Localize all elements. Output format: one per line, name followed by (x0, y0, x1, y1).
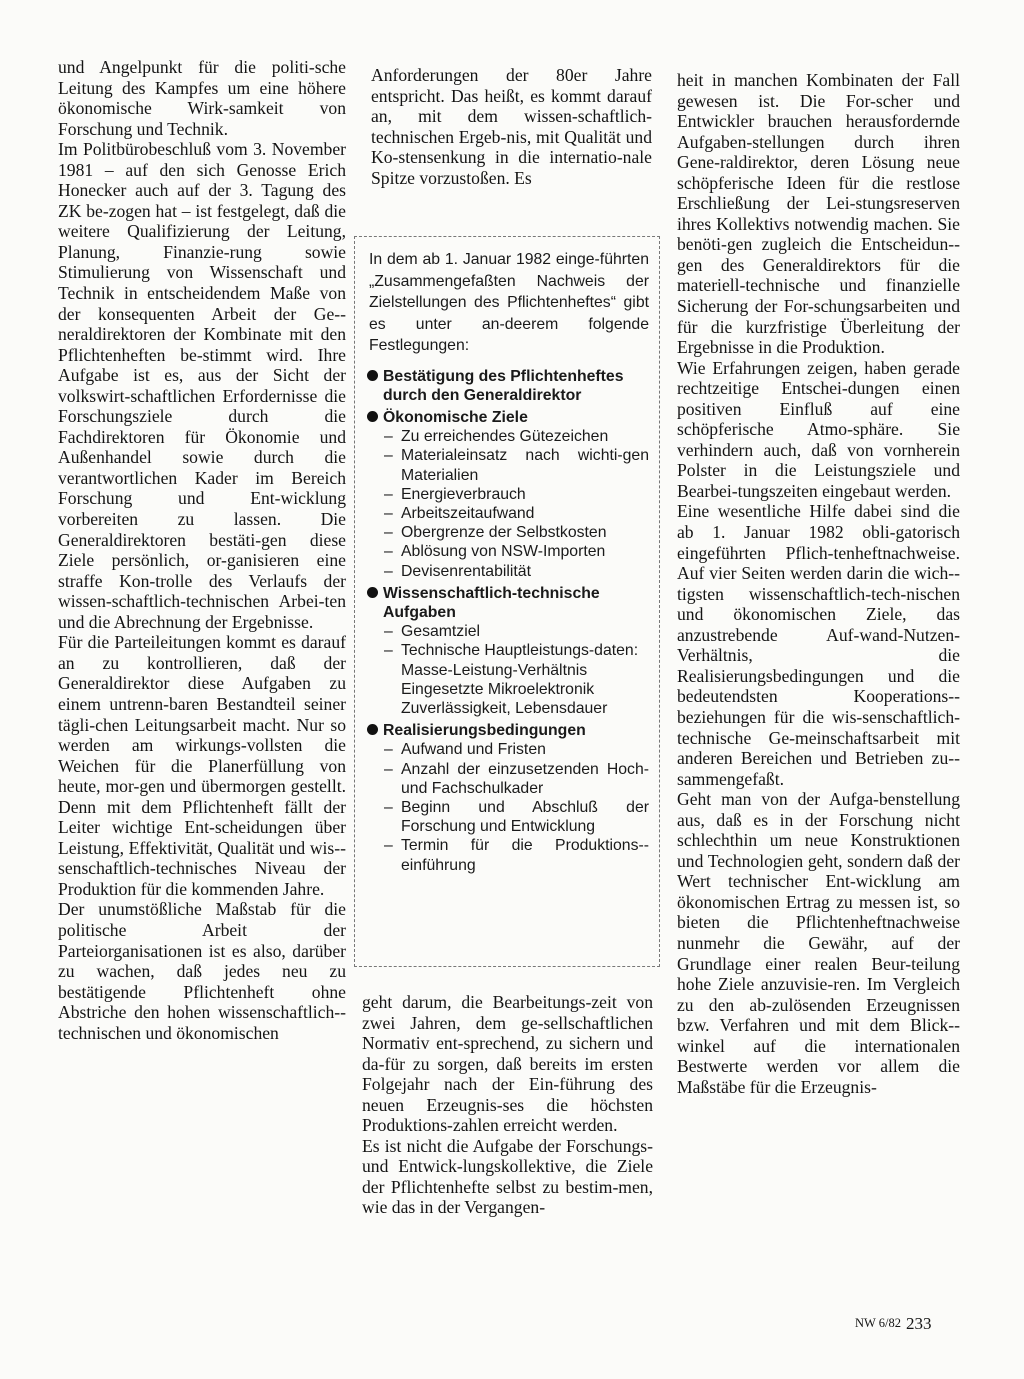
paragraph: Es ist nicht die Aufgabe der Forschungs- und Entwick-lungskollektive, die Ziele der Pflichtenhefte selbst zu bestim-men, wie das in der Vergangen- (362, 1135, 653, 1218)
box-subitem: Zuverlässigkeit, Lebensdauer (401, 699, 608, 717)
box-section (369, 367, 649, 405)
paragraph: Für die Parteileitungen kommt es darauf an zu kontrollieren, daß der Generaldirektor diese Aufgaben zu einem untrenn-baren Bestandteil seiner tägli-chen Leitungsarbeit macht. Nur so werden am wirkungs-vollsten die Weichen für die Planerfüllung von heute, mor-gen und übermorgen gestellt. Denn mit dem Pflichtenheft fällt der Leiter wichtige Ent-scheidungen über Leistung, Effektivität, Qualität und wis-senschaftlich-technisches Niveau der Produktion für die kommenden Jahre. (58, 632, 346, 899)
bullet-icon (367, 724, 378, 735)
bullet-icon (367, 370, 378, 381)
box-section-title: Wissenschaftlich-technische Aufgaben (369, 584, 649, 622)
box-section (369, 408, 649, 581)
info-box-intro: In dem ab 1. Januar 1982 einge-führten „Zusammengefaßten Nachweis der Zielstellungen des Pflichtenheftes“ gibt es unter an-deerem folgende Festlegungen: (369, 251, 649, 354)
box-item: – Anzahl der einzusetzenden Hoch- und Fachschulkader (384, 760, 649, 797)
box-item: – Arbeitszeitaufwand (384, 504, 535, 522)
box-item: – Technische Hauptleistungs-daten: (384, 642, 639, 660)
box-subitem: Masse-Leistung-Verhältnis (401, 661, 588, 679)
paragraph: und Angelpunkt für die politi-sche Leitung des Kampfes um eine höhere ökonomische Wirk-samkeit von Forschung und Technik. (58, 57, 346, 139)
box-item: – Zu erreichendes Gütezeichen (384, 428, 609, 446)
journal-issue: NW 6/82 (855, 1316, 901, 1330)
box-item: – Energieverbrauch (384, 485, 526, 503)
box-item: – Obergrenze der Selbstkosten (384, 524, 607, 542)
paragraph: Anforderungen der 80er Jahre entspricht. Das heißt, es kommt darauf an, mit dem wissen-schaftlich-technischen Ergeb-nis, mit Qualität und Ko-stensenkung in die internatio-nale Spitze vorzustoßen. Es (371, 65, 652, 188)
paragraph: Geht man von der Aufga-benstellung aus, daß es in der Forschung nicht schlechthin um neue Konstruktionen und Technologien geht, sondern daß der Wert technischer Ent-wicklung am ökonomischen Ertrag zu messen ist, so bieten die Pflichtenheftnachweise nunmehr die Gewähr, auf der Grundlage einer realen Beur-teilung hohe Ziele anzuvisie-ren. Im Vergleich zu den ab-zulösenden Erzeugnissen bzw. Verfahren und mit dem Blick-winkel auf die internationalen Bestwerte werden vor allem die Maßstäbe für die Erzeugnis- (677, 789, 960, 1097)
box-section (369, 721, 649, 875)
box-item: – Materialeinsatz nach wichti-gen Materialien (384, 447, 649, 484)
paragraph: Im Politbürobeschluß vom 3. November 1981 – auf den sich Genosse Erich Honecker auch auf der 3. Tagung des ZK be-zogen hat – ist festgelegt, daß die weitere Qualifizierung der Leitung, Planung, Finanzie-rung sowie Stimulierung von Wissenschaft und Technik in entscheidendem Maße von der konsequenten Arbeit der Ge-neraldirektoren der Kombinate mit den Pflichtenheften be-stimmt wird. Ihre Aufgabe ist es, aus der Sicht der volkswirt-schaftlichen Erfordernisse die Forschungsziele durch die Fachdirektoren für Ökonomie und Außenhandel sowie durch die verantwortlichen Kader im Bereich Forschung und Ent-wicklung vorbereiten zu lassen. Die Generaldirektoren bestäti-gen diese Ziele persönlich, or-ganisieren eine straffe Kon-trolle des Verlaufs der wissen-schaftlich-technischen Arbei-ten und die Abrechnung der Ergebnisse. (58, 139, 346, 632)
box-section (369, 584, 649, 718)
box-subitem: Eingesetzte Mikroelektronik (401, 680, 595, 698)
box-section-title: Ökonomische Ziele (369, 408, 649, 427)
column-right (677, 70, 960, 1097)
box-item: – Devisenrentabilität (384, 562, 531, 580)
column-left (58, 57, 346, 1043)
box-section-title: Bestätigung des Pflichtenheftes durch den Generaldirektor (369, 367, 649, 405)
column-middle-top (371, 65, 652, 188)
info-box (354, 236, 660, 967)
box-item: – Termin für die Produktions-einführung (384, 837, 649, 874)
box-item: – Aufwand und Fristen (384, 741, 546, 759)
box-section-title: Realisierungsbedingungen (369, 721, 649, 740)
box-item: – Ablösung von NSW-Importen (384, 543, 606, 561)
page-number: 233 (906, 1314, 932, 1333)
paragraph: geht darum, die Bearbeitungs-zeit von zwei Jahren, dem ge-sellschaftlichen Normativ ent-sprechend, zu sichern und da-für zu sorgen, daß bereits im ersten Folgejahr nach der Ein-führung des neuen Erzeugnis-ses die höchsten Produktions-zahlen erreicht werden. (362, 992, 653, 1136)
paragraph: heit in manchen Kombinaten der Fall gewesen ist. Die For-scher und Entwickler brauchen herausfordernde Aufgaben-stellungen durch ihren Gene-raldirektor, deren Lösung neue schöpferische Ideen für die restlose Erschließung der Lei-stungsreserven ihres Kollektivs notwendig machen. Sie benöti-gen zugleich die Entscheidun-gen des Generaldirektors für die materiell-technische und finanzielle Sicherung der For-schungsarbeiten und für die kurzfristige Überleitung der Ergebnisse in die Produktion. (677, 70, 960, 358)
paragraph: Eine wesentliche Hilfe dabei sind die ab 1. Januar 1982 obli-gatorisch eingeführten Pflich-tenheftnachweise. Auf vier Seiten werden darin die wich-tigsten wissenschaftlich-tech-nischen und ökonomischen Ziele, das anzustrebende Auf-wand-Nutzen-Verhältnis, die Realisierungsbedingungen und die bedeutendsten Kooperations-beziehungen für die wis-senschaftlich-technische Ge-meinschaftsarbeit mit anderen Bereichen und Betrieben zu-sammengefaßt. (677, 501, 960, 789)
paragraph: Wie Erfahrungen zeigen, haben gerade rechtzeitige Entschei-dungen einen positiven Einfluß auf eine schöpferische Atmo-sphäre. Sie verhindern auch, daß von vornherein Polster in die Leistungsziele und Bearbei-tungszeiten eingebaut werden. (677, 357, 960, 501)
box-item: – Gesamtziel (384, 623, 481, 641)
bullet-icon (367, 587, 378, 598)
box-item: – Beginn und Abschluß der Forschung und Entwicklung (384, 798, 649, 836)
paragraph: Der unumstößliche Maßstab für die politische Arbeit der Parteiorganisationen ist es also, darüber zu wachen, daß jedes neu zu bestätigende Pflichtenheft ohne Abstriche den hohen wissenschaftlich-technischen und ökonomischen (58, 899, 346, 1043)
column-middle-bottom (362, 992, 653, 1218)
bullet-icon (367, 411, 378, 422)
